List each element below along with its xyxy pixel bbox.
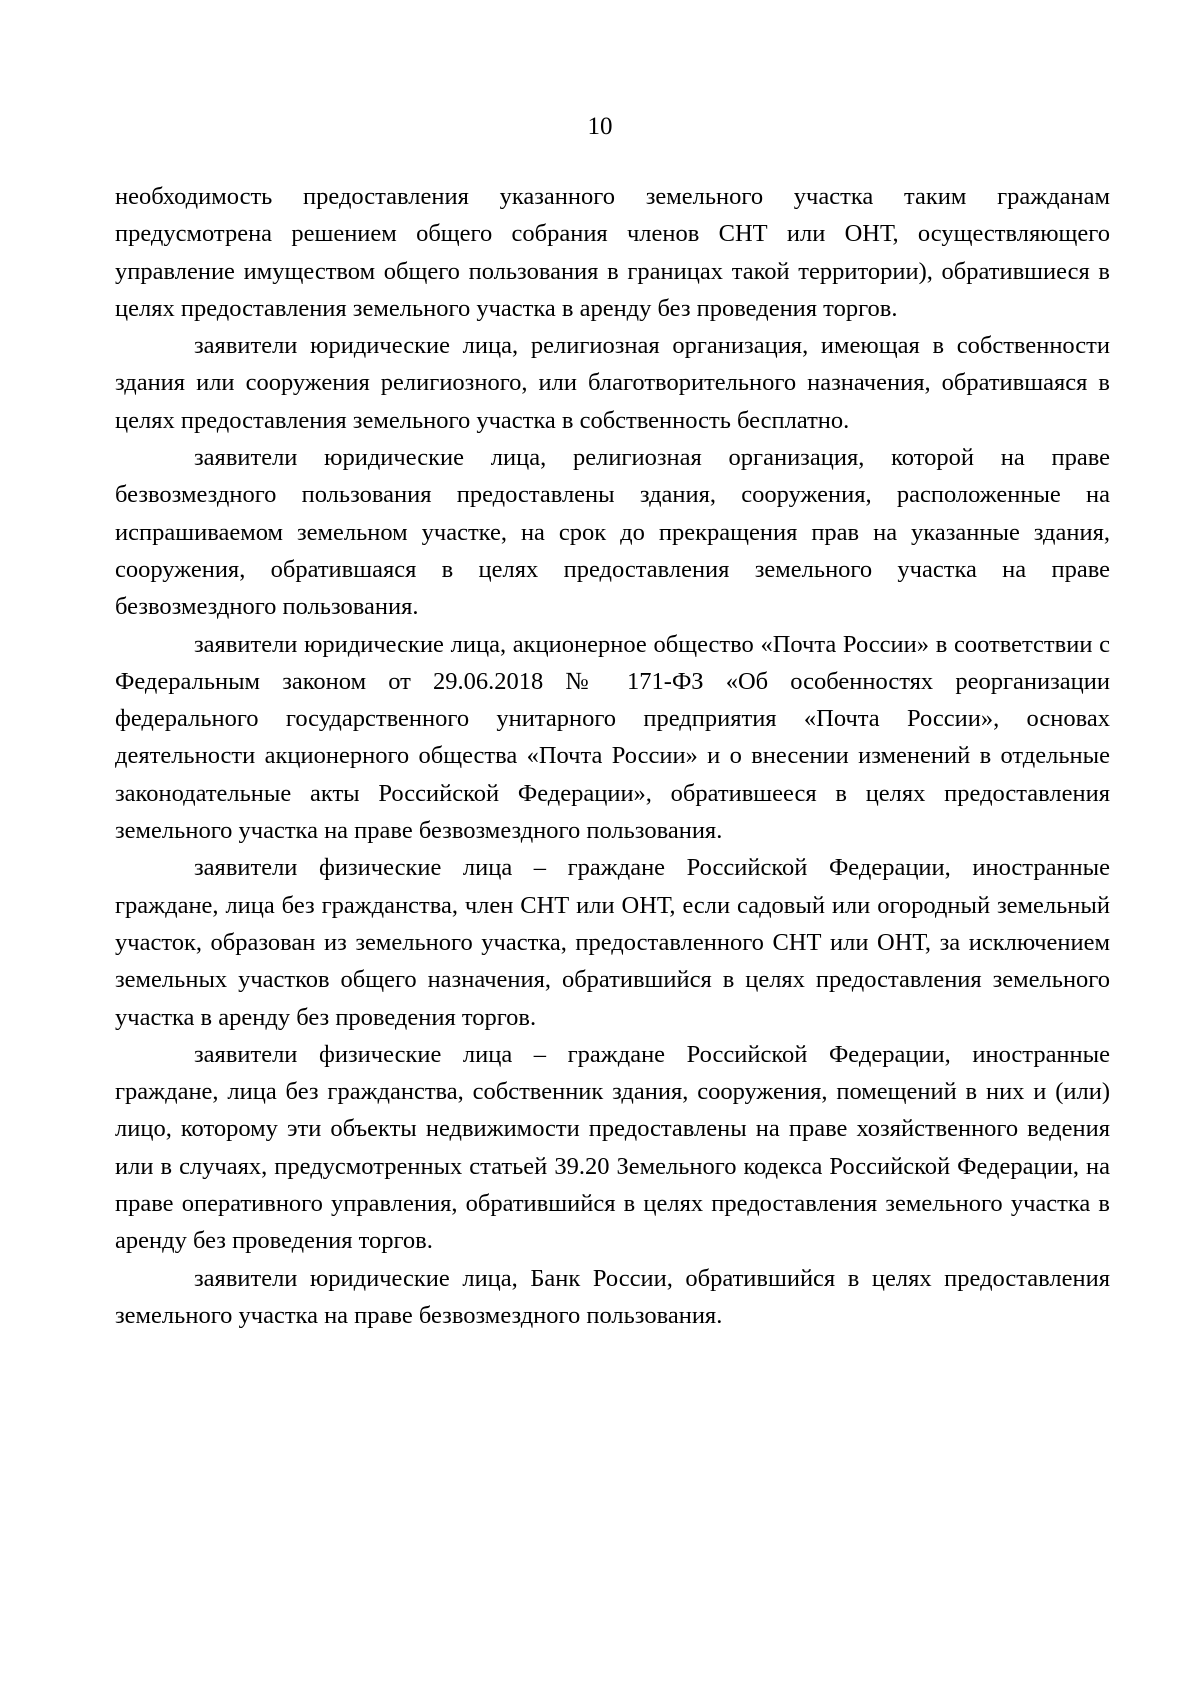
document-body [115,178,1110,1334]
paragraph-religious-org-ownership: заявители юридические лица, религиозная организация, имеющая в собственности здания или сооружения религиозного, или благотворительного назначения, обратившаяся в целях предоставления земельного участка в собственность бесплатно. [115,332,1110,434]
paragraph-building-owner: заявители физические лица – граждане Российской Федерации, иностранные граждане, лица без гражданства, собственник здания, сооружения, помещений в них и (или) лицо, которому эти объекты недвижимости предоставлены на праве хозяйственного ведения или в случаях, предусмотренных статьей 39.20 Земельного кодекса Российской Федерации, на праве оперативного управления, обратившийся в целях предоставления земельного участка в аренду без проведения торгов. [115,1040,1110,1255]
paragraph-continuation: необходимость предоставления указанного земельного участка таким гражданам предусмотрена решением общего собрания членов СНТ или ОНТ, осуществляющего управление имуществом общего пользования в границах такой территории), обратившиеся в целях предоставления земельного участка в аренду без проведения торгов. [115,183,1110,322]
paragraph-bank-of-russia: заявители юридические лица, Банк России, обратившийся в целях предоставления земельного участка на праве безвозмездного пользования. [115,1264,1110,1329]
page-number: 10 [587,113,613,140]
paragraph-snt-member: заявители физические лица – граждане Российской Федерации, иностранные граждане, лица без гражданства, член СНТ или ОНТ, если садовый или огородный земельный участок, образован из земельного участка, предоставленного СНТ или ОНТ, за исключением земельных участков общего назначения, обратившийся в целях предоставления земельного участка в аренду без проведения торгов. [115,854,1110,1031]
paragraph-russian-post: заявители юридические лица, акционерное общество «Почта России» в соответствии с Федеральным законом от 29.06.2018 № 171-ФЗ «Об особенностях реорганизации федерального государственного унитарного предприятия «Почта России», основах деятельности акционерного общества «Почта России» и о внесении изменений в отдельные законодательные акты Российской Федерации», обратившееся в целях предоставления земельного участка на праве безвозмездного пользования. [115,630,1110,845]
paragraph-religious-org-free-use: заявители юридические лица, религиозная организация, которой на праве безвозмездного пользования предоставлены здания, сооружения, расположенные на испрашиваемом земельном участке, на срок до прекращения прав на указанные здания, сооружения, обратившаяся в целях предоставления земельного участка на праве безвозмездного пользования. [115,444,1110,621]
